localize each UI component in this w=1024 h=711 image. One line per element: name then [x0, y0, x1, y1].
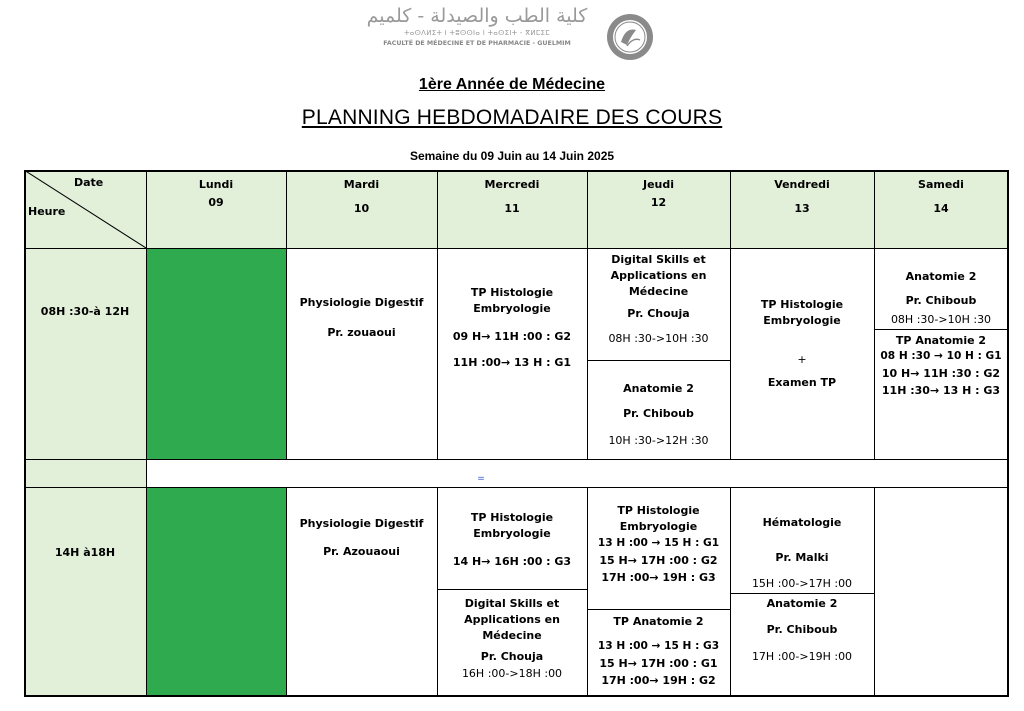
year-title: 1ère Année de Médecine [418, 76, 606, 93]
course-name: Anatomie 2 [623, 382, 694, 395]
day-name: Jeudi [642, 178, 675, 191]
professor: Pr. Chiboub [905, 294, 977, 307]
grid-line [286, 487, 287, 697]
faculty-seal-logo [605, 12, 655, 62]
group-g2-time: 17H :00→ 19H : G2 [601, 674, 716, 687]
cell-divider [730, 593, 874, 594]
jeudi-afternoon [587, 487, 730, 696]
group-g1-time: 13 H :00 → 15 H : G1 [597, 537, 720, 549]
course-name: Anatomie 2 [766, 597, 838, 610]
day-name: Lundi [198, 178, 234, 191]
day-header-mardi [286, 170, 437, 248]
professor: Pr. Chouja [627, 307, 690, 320]
plus-sign: + [797, 353, 807, 366]
grid-line [587, 487, 588, 697]
day-header-vendredi [730, 170, 874, 248]
course-name: TP Anatomie 2 [895, 334, 987, 347]
page-header [0, 0, 1024, 163]
cell-divider [874, 329, 1008, 330]
time-range: 16H :00->18H :00 [461, 667, 563, 680]
day-number: 11 [504, 202, 520, 215]
day-name: Samedi [918, 178, 964, 191]
mardi-morning [286, 248, 437, 459]
time-range: 08H :30->10H :30 [608, 332, 709, 345]
grid-line [730, 170, 731, 460]
day-header-samedi [874, 170, 1008, 248]
group-g3-time: 17H :00→ 19H : G3 [601, 571, 716, 584]
day-name: Mercredi [484, 178, 540, 191]
grid-line [437, 170, 438, 460]
cell-divider [437, 589, 587, 590]
group-g1-time: 08 H :30 → 10 H : G1 [880, 350, 1002, 362]
grid-line [24, 487, 1009, 488]
grid-line [874, 170, 875, 460]
course-name-2: Embryologie [619, 520, 698, 533]
mercredi-afternoon [437, 487, 587, 696]
grid-line [587, 170, 588, 460]
course-name: Anatomie 2 [905, 270, 977, 283]
corner-date-label: Date [74, 176, 104, 189]
grid-line [24, 459, 1009, 460]
planning-title: PLANNING HEBDOMADAIRE DES COURS [301, 106, 723, 129]
group-g1-time: 11H :00→ 13 H : G1 [452, 356, 572, 369]
course-name-3: Médecine [628, 285, 689, 298]
course-name: Physiologie Digestif [299, 296, 424, 309]
group-g2-time: 10 H→ 11H :30 : G2 [881, 367, 1001, 380]
grid-line [24, 170, 26, 697]
day-header-jeudi [587, 170, 730, 248]
day-name: Vendredi [774, 178, 830, 191]
course-name: TP Histologie [617, 504, 700, 517]
vendredi-afternoon [730, 487, 874, 696]
group-g3-time: 11H :30→ 13 H : G3 [881, 384, 1001, 397]
course-name: TP Anatomie 2 [613, 615, 704, 628]
day-number: 10 [353, 202, 370, 215]
jeudi-morning [587, 248, 730, 459]
lundi-afternoon-blocked [146, 487, 286, 696]
professor: Pr. Chiboub [766, 623, 838, 636]
course-name: Digital Skills et [611, 253, 706, 266]
professor: Pr. Azouaoui [323, 545, 400, 558]
time-range: 08H :30->10H :30 [890, 313, 992, 326]
professor: Pr. Chouja [480, 650, 544, 663]
samedi-afternoon [874, 487, 1008, 696]
group-g1-time: 15 H→ 17H :00 : G1 [599, 657, 718, 670]
slot-morning-label: 08H :30-à 12H [40, 305, 130, 318]
cell-divider [587, 360, 730, 361]
grid-line [24, 695, 1009, 697]
day-number: 13 [794, 202, 810, 215]
time-range: 17H :00->19H :00 [751, 650, 853, 663]
course-name-2: Embryologie [473, 527, 551, 540]
faculty-french-name: FACULTÉ DE MÉDECINE ET DE PHARMACIE - GUELMIM [383, 40, 571, 47]
grid-line [730, 487, 731, 697]
group-g3-time: 14 H→ 16H :00 : G3 [452, 555, 572, 568]
grid-line [286, 170, 287, 460]
break-mark: = [477, 474, 485, 484]
grid-line [1007, 170, 1009, 697]
group-g2-time: 15 H→ 17H :00 : G2 [599, 554, 718, 567]
day-header-lundi [146, 170, 286, 248]
lundi-morning-blocked [146, 248, 286, 459]
course-name-2: Applications en [610, 269, 707, 282]
course-name-3: Médecine [482, 629, 542, 642]
course-name: TP Histologie [470, 286, 554, 299]
cell-divider [587, 609, 730, 610]
group-g2-time: 09 H→ 11H :00 : G2 [452, 330, 572, 343]
time-range: 10H :30->12H :30 [608, 434, 709, 447]
grid-line [874, 487, 875, 697]
time-range: 15H :00->17H :00 [751, 577, 853, 590]
mercredi-morning [437, 248, 587, 459]
course-name: Hématologie [762, 516, 842, 529]
professor: Pr. Malki [775, 551, 829, 564]
corner-diagonal [24, 170, 146, 248]
course-name: Physiologie Digestif [299, 517, 424, 530]
slot-afternoon-label: 14H à18H [54, 546, 116, 559]
professor: Pr. zouaoui [327, 326, 396, 339]
day-header-mercredi [437, 170, 587, 248]
day-number: 09 [208, 196, 224, 209]
course-name-2: Embryologie [473, 302, 551, 315]
day-number: 14 [933, 202, 949, 215]
grid-line [437, 487, 438, 697]
grid-line [24, 248, 1009, 249]
day-number: 12 [650, 196, 667, 209]
grid-line [24, 170, 1009, 172]
slot-afternoon [24, 487, 146, 696]
vendredi-morning [730, 248, 874, 459]
day-name: Mardi [343, 178, 380, 191]
week-range: Semaine du 09 Juin au 14 Juin 2025 [409, 149, 615, 163]
samedi-morning [874, 248, 1008, 459]
course-name: TP Histologie [760, 298, 844, 311]
break-row [146, 459, 1008, 487]
slot-break [24, 459, 146, 487]
professor: Pr. Chiboub [623, 407, 694, 420]
course-name-2: Embryologie [763, 314, 841, 327]
grid-line [146, 170, 147, 697]
course-name: Digital Skills et [464, 597, 560, 610]
faculty-tifinagh-name: ⵜⴰⵙⴷⵍⵉⵜ ⵏ ⵜⵓⵙⵙⵏⴰ ⵏ ⵜⴰⵙⵉⵏⵜ - ⴳⵍⵎⵉⵎ [404, 29, 550, 37]
exam-label: Examen TP [767, 376, 837, 389]
faculty-arabic-name: كلية الطب والصيدلة - كلميم [366, 5, 588, 27]
slot-morning [24, 248, 146, 459]
course-name: TP Histologie [470, 511, 554, 524]
course-name-2: Applications en [464, 613, 560, 626]
corner-heure-label: Heure [28, 205, 66, 218]
group-g3-time: 13 H :00 → 15 H : G3 [597, 640, 720, 652]
mardi-afternoon [286, 487, 437, 696]
